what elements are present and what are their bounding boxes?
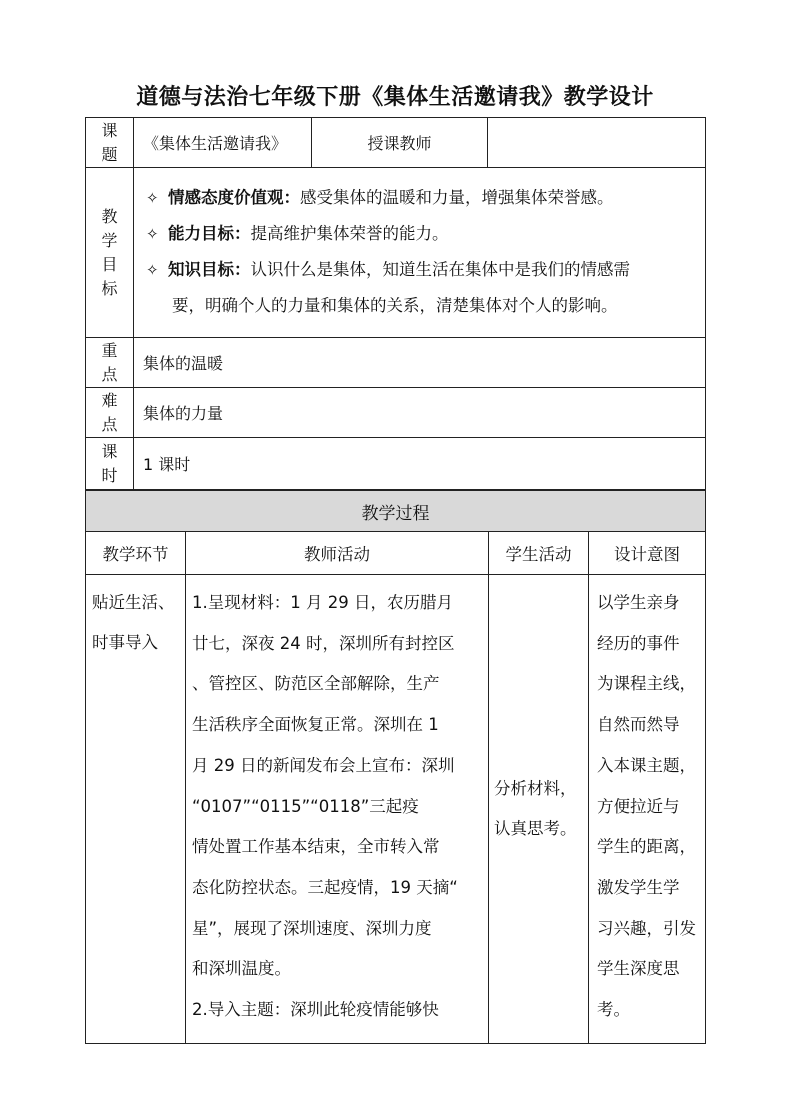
difficulty-value: 集体的力量 bbox=[134, 388, 706, 438]
hours-label: 课 时 bbox=[86, 438, 134, 490]
goal-key: 情感态度价值观： bbox=[168, 187, 300, 207]
column-header-stage: 教学环节 bbox=[86, 532, 186, 575]
column-header-intent: 设计意图 bbox=[589, 532, 706, 575]
process-header-row bbox=[86, 491, 706, 532]
lesson-label: 课 题 bbox=[86, 118, 134, 168]
table-row bbox=[86, 575, 706, 1044]
goals-label: 教 学 目 标 bbox=[86, 168, 134, 338]
teacher-activity-cell: 1.呈现材料：1 月 29 日，农历腊月 廿七，深夜 24 时，深圳所有封控区 、管控区、防范区全部解除，生产 生活秩序全面恢复正常。深圳在 1 月 29 日的新闻发布会上宣布：深圳 “0107”“0115”“0118”三起疫 情处置工作基本结束，全市转入常 态化防控状态。三起疫情，19 天摘“ 星”，展现了深圳速度、深圳力度 和深圳温度。 2.导入主题：深圳此轮疫情能够快 bbox=[186, 575, 489, 1044]
lesson-info-table bbox=[85, 117, 706, 490]
column-header-student: 学生活动 bbox=[489, 532, 589, 575]
difficulty-label: 难 点 bbox=[86, 388, 134, 438]
hours-value: 1 课时 bbox=[134, 438, 706, 490]
goal-key: 能力目标： bbox=[168, 223, 251, 243]
teacher-label: 授课教师 bbox=[312, 118, 488, 168]
document-title: 道德与法治七年级下册《集体生活邀请我》教学设计 bbox=[136, 84, 654, 110]
column-header-row bbox=[86, 532, 706, 575]
goals-content bbox=[134, 168, 706, 338]
teacher-value bbox=[488, 118, 706, 168]
lesson-row bbox=[86, 118, 706, 168]
hours-row bbox=[86, 438, 706, 490]
student-activity-cell: 分析材料， 认真思考。 bbox=[489, 575, 589, 1044]
key-point-row bbox=[86, 338, 706, 388]
goal-text: 感受集体的温暖和力量，增强集体荣誉感。 bbox=[300, 187, 614, 207]
goal-text: 提高维护集体荣誉的能力。 bbox=[250, 223, 449, 243]
key-point-label: 重 点 bbox=[86, 338, 134, 388]
design-intent-cell: 以学生亲身 经历的事件 为课程主线， 自然而然导 入本课主题， 方便拉近与 学生的距离， 激发学生学 习兴趣，引发 学生深度思 考。 bbox=[589, 575, 706, 1044]
lesson-title-value: 《集体生活邀请我》 bbox=[134, 118, 312, 168]
goal-ability bbox=[146, 216, 695, 252]
goal-text: 认识什么是集体，知道生活在集体中是我们的情感需 bbox=[250, 259, 630, 279]
process-table bbox=[85, 490, 706, 1044]
key-point-value: 集体的温暖 bbox=[134, 338, 706, 388]
goal-emotion bbox=[146, 180, 695, 216]
goal-key: 知识目标： bbox=[168, 259, 251, 279]
process-header: 教学过程 bbox=[86, 491, 706, 532]
column-header-teacher: 教师活动 bbox=[186, 532, 489, 575]
difficulty-row bbox=[86, 388, 706, 438]
goal-knowledge-continued: 要，明确个人的力量和集体的关系，清楚集体对个人的影响。 bbox=[172, 295, 618, 315]
goals-row bbox=[86, 168, 706, 338]
diamond-bullet-icon: ✧ bbox=[146, 260, 159, 279]
diamond-bullet-icon: ✧ bbox=[146, 224, 159, 243]
stage-cell: 贴近生活、 时事导入 bbox=[86, 575, 186, 1044]
goal-knowledge bbox=[146, 252, 695, 288]
diamond-bullet-icon: ✧ bbox=[146, 188, 159, 207]
